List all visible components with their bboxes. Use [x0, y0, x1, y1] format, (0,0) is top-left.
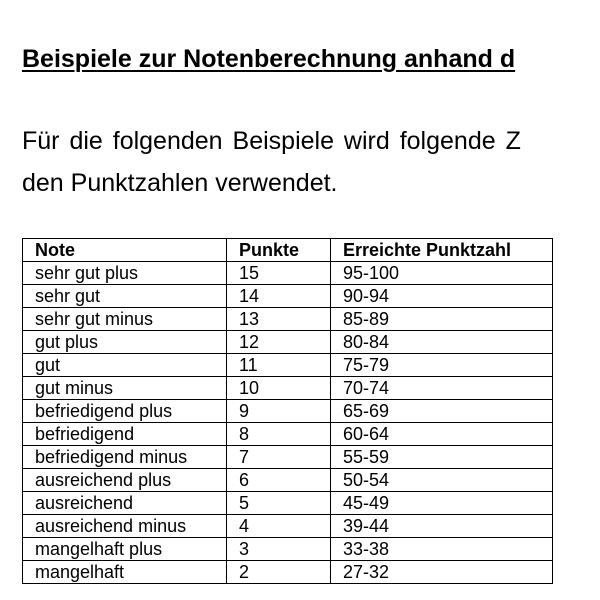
table-row [23, 308, 553, 331]
table-header-row [23, 239, 553, 262]
cell-note: befriedigend plus [23, 400, 227, 423]
cell-punktzahl: 27-32 [331, 561, 553, 584]
column-header-punkte: Punkte [227, 239, 331, 262]
cell-note: sehr gut minus [23, 308, 227, 331]
cell-punktzahl: 39-44 [331, 515, 553, 538]
cell-punkte: 5 [227, 492, 331, 515]
intro-paragraph [22, 120, 600, 204]
cell-punktzahl: 70-74 [331, 377, 553, 400]
cell-punktzahl: 95-100 [331, 262, 553, 285]
cell-note: mangelhaft plus [23, 538, 227, 561]
table-row [23, 285, 553, 308]
table-row [23, 492, 553, 515]
table-row [23, 515, 553, 538]
cell-punktzahl: 85-89 [331, 308, 553, 331]
cell-punktzahl: 50-54 [331, 469, 553, 492]
cell-punkte: 13 [227, 308, 331, 331]
cell-punkte: 9 [227, 400, 331, 423]
cell-punktzahl: 45-49 [331, 492, 553, 515]
cell-note: gut minus [23, 377, 227, 400]
cell-punktzahl: 90-94 [331, 285, 553, 308]
table-row [23, 423, 553, 446]
cell-punktzahl: 65-69 [331, 400, 553, 423]
table-row [23, 400, 553, 423]
cell-note: sehr gut [23, 285, 227, 308]
table-row [23, 377, 553, 400]
column-header-note: Note [23, 239, 227, 262]
cell-punkte: 15 [227, 262, 331, 285]
grade-table [22, 238, 553, 584]
column-header-punktzahl: Erreichte Punktzahl [331, 239, 553, 262]
table-row [23, 538, 553, 561]
cell-note: gut plus [23, 331, 227, 354]
page-heading: Beispiele zur Notenberechnung anhand d [22, 45, 516, 73]
cell-punkte: 11 [227, 354, 331, 377]
cell-punktzahl: 75-79 [331, 354, 553, 377]
table-row [23, 446, 553, 469]
table-row [23, 469, 553, 492]
cell-punktzahl: 55-59 [331, 446, 553, 469]
cell-punkte: 14 [227, 285, 331, 308]
cell-punkte: 7 [227, 446, 331, 469]
table-body [23, 262, 553, 584]
cell-note: ausreichend plus [23, 469, 227, 492]
table-row [23, 561, 553, 584]
cell-punkte: 3 [227, 538, 331, 561]
cell-punktzahl: 60-64 [331, 423, 553, 446]
cell-punkte: 4 [227, 515, 331, 538]
cell-note: ausreichend minus [23, 515, 227, 538]
cell-note: mangelhaft [23, 561, 227, 584]
table-row [23, 354, 553, 377]
cell-note: befriedigend [23, 423, 227, 446]
cell-punkte: 12 [227, 331, 331, 354]
cell-note: befriedigend minus [23, 446, 227, 469]
cell-punktzahl: 33-38 [331, 538, 553, 561]
table-row [23, 331, 553, 354]
table-row [23, 262, 553, 285]
cell-punkte: 2 [227, 561, 331, 584]
cell-punkte: 6 [227, 469, 331, 492]
cell-note: gut [23, 354, 227, 377]
cell-punktzahl: 80-84 [331, 331, 553, 354]
cell-note: ausreichend [23, 492, 227, 515]
cell-punkte: 10 [227, 377, 331, 400]
intro-line-1: Für die folgenden Beispiele wird folgende Z [22, 127, 521, 155]
cell-punkte: 8 [227, 423, 331, 446]
intro-line-2: den Punktzahlen verwendet. [22, 169, 338, 197]
cell-note: sehr gut plus [23, 262, 227, 285]
